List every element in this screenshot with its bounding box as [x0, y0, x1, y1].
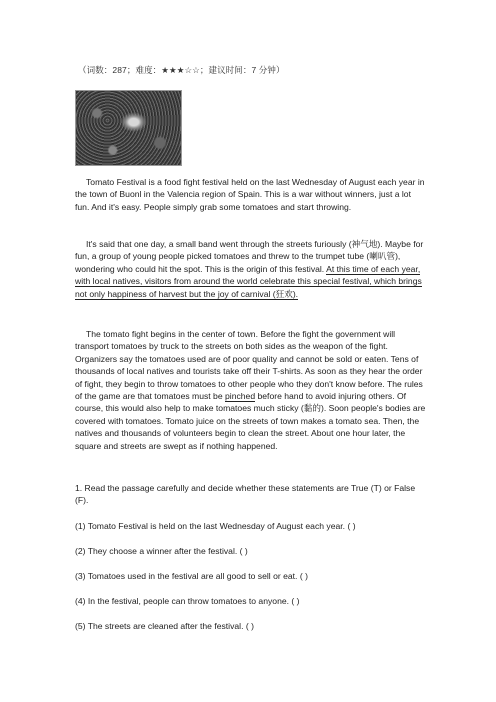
question-5: (5) The streets are cleaned after the festival. ( ) [75, 621, 254, 631]
paragraph-3-text-a: The tomato fight begins in the center of town. Before the fight the government will transport tomatoes by truck to the streets on both sides as the weapon of the fight. Organizers say the tomatoes used are of poor quality and cannot be sold or eaten. Tens of thousands of local natives and tourists take off their T-shirts. As soon as they hear the order of fight, they begin to throw tomatoes to other people who they don't know before. The rules of the game are that tomatoes must be [75, 329, 423, 402]
question-1: (1) Tomato Festival is held on the last Wednesday of August each year. ( ) [75, 521, 356, 531]
paragraph-2-text: It's said that one day, a small band went through the streets furiously (神气地). Maybe for fun, a group of young people picked tomatoes and threw to the trumpet tube (喇叭管), wondering who could hit the spot. This is the origin of this festival. [75, 239, 424, 274]
question-3: (3) Tomatoes used in the festival are all good to sell or eat. ( ) [75, 571, 308, 581]
paragraph-2 [75, 238, 427, 300]
paragraph-1-text: Tomato Festival is a food fight festival held on the last Wednesday of August each year in the town of Buonl in the Valencia region of Spain. This is a war without winners, just a lot fun. And it's easy. People simply grab some tomatoes and start throwing. [75, 177, 425, 212]
paragraph-2-underlined-text: At this time of each year, with local natives, visitors from around the world celebrate this special festival, which brings not only happiness of harvest but the joy of carnival (狂欢). [75, 263, 422, 299]
question-2: (2) They choose a winner after the festival. ( ) [75, 546, 248, 556]
paragraph-3 [75, 328, 427, 452]
question-heading: 1. Read the passage carefully and decide whether these statements are True (T) or False (F). [75, 483, 416, 506]
paragraph-3-underlined-word: pinched [225, 391, 256, 402]
paragraph-3-text-b: before hand to avoid injuring others. Of course, this would also help to make tomatoes much sticky (黏的). Soon people's bodies are covered with tomatoes. Tomato juice on the streets of town makes a tomato sea. Then, the natives and thousands of volunteers begin to clean the street. About one hour later, the square and streets are swept as if nothing happened. [75, 391, 426, 451]
question-4: (4) In the festival, people can throw tomatoes to anyone. ( ) [75, 596, 300, 606]
tomato-festival-photo [75, 90, 182, 166]
word-count-difficulty-line: （词数：287；难度：★★★☆☆；建议时间：7 分钟） [78, 65, 285, 75]
paragraph-1 [75, 176, 427, 213]
